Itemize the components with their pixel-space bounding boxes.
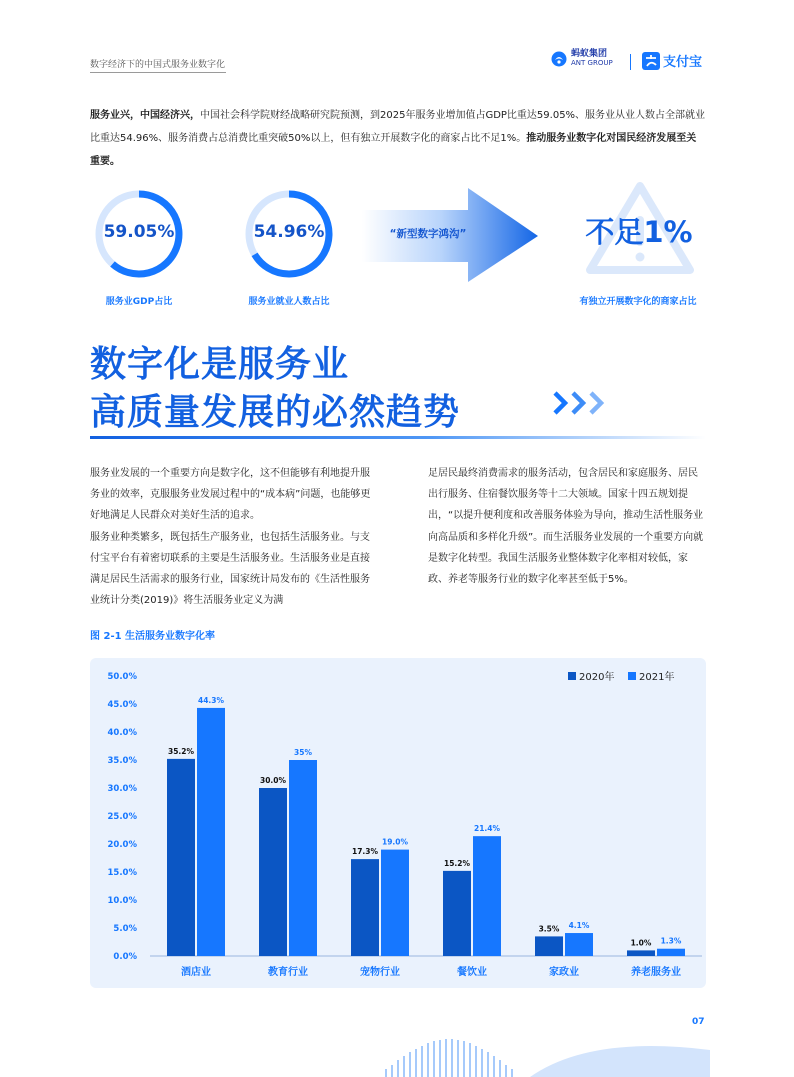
gdp-value: 59.05%: [103, 222, 175, 242]
header-divider: [90, 72, 226, 73]
alipay-icon: [642, 52, 660, 70]
data-label: 19.0%: [381, 837, 409, 847]
ant-logo-icon: [551, 51, 567, 67]
figure-caption: 图 2-1 生活服务业数字化率: [90, 631, 216, 642]
merchant-value: 不足1%: [585, 215, 693, 249]
y-tick-label: 20.0%: [107, 840, 137, 850]
data-label: 35%: [294, 748, 312, 757]
merchant-label: 有独立开展数字化的商家占比: [579, 297, 697, 307]
intro-tail: 推动服务业数字化对国民经济发展至关重要。: [90, 133, 697, 167]
bar: [657, 949, 685, 956]
body-left-column: [90, 463, 376, 611]
bar: [351, 859, 379, 956]
legend-label: 2020年: [579, 672, 615, 683]
employment-value: 54.96%: [253, 222, 325, 242]
bar-chart: [90, 658, 706, 988]
body-right-column: [428, 463, 706, 590]
x-tick-label: 餐饮业: [457, 967, 487, 978]
logo-separator: [630, 54, 631, 70]
data-label: 4.1%: [568, 921, 590, 931]
document-title: 数字经济下的中国式服务业数字化: [90, 60, 226, 70]
employment-label: 服务业就业人数占比: [248, 297, 330, 307]
x-tick-label: 宠物行业: [360, 967, 400, 978]
intro-text: 中国社会科学院财经战略研究院预测，到2025年服务业增加值占GDP比重达59.05%、服务业从业人数占全部就业比重达54.96%、服务消费占总消费比重突破50%以上，但有独立开展数字化的商家占比不足1%。: [90, 110, 706, 144]
body-paragraph: 服务业种类繁多，既包括生产服务业，也包括生活服务业。与支付宝平台有着密切联系的主要是生活服务业。生活服务业是直接满足居民生活需求的服务行业，国家统计局发布的《生活性服务业统计分类(2019)》将生活服务业定义为满: [90, 531, 370, 607]
legend-label: 2021年: [639, 672, 675, 683]
alipay-logo: [642, 51, 702, 70]
legend-swatch: [628, 672, 636, 680]
data-label: 17.3%: [351, 847, 379, 857]
y-tick-label: 30.0%: [107, 784, 137, 794]
bar: [535, 936, 563, 956]
section-title-line2: 高质量发展的必然趋势: [90, 392, 461, 433]
data-label: 30.0%: [259, 776, 287, 785]
section-title-line1: 数字化是服务业: [90, 344, 350, 385]
y-tick-label: 25.0%: [107, 812, 137, 822]
y-tick-label: 35.0%: [107, 756, 137, 766]
page-number: 07: [692, 1017, 705, 1027]
y-tick-label: 0.0%: [113, 952, 137, 962]
x-tick-label: 家政业: [549, 967, 579, 978]
bar: [167, 759, 195, 956]
bar: [381, 850, 409, 956]
y-tick-label: 15.0%: [107, 868, 137, 878]
y-tick-label: 10.0%: [107, 896, 137, 906]
x-tick-label: 教育行业: [268, 967, 308, 978]
alipay-logo-text: 支付宝: [663, 55, 703, 70]
data-label: 35.2%: [167, 746, 195, 756]
ant-logo-en: ANT GROUP: [571, 59, 613, 67]
intro-paragraph: [90, 104, 706, 173]
decorative-wave: [380, 1030, 710, 1077]
data-label: 44.3%: [197, 695, 225, 705]
bar: [627, 950, 655, 956]
intro-lead: 服务业兴，中国经济兴，: [90, 110, 200, 121]
triple-chevron-icon: [553, 390, 611, 416]
data-label: 3.5%: [538, 924, 560, 934]
digital-divide-label: “新型数字鸿沟”: [389, 228, 467, 240]
data-label: 1.3%: [660, 936, 682, 946]
bar: [259, 788, 287, 956]
y-tick-label: 40.0%: [107, 728, 137, 738]
data-label: 15.2%: [443, 858, 471, 868]
y-tick-label: 50.0%: [107, 672, 137, 682]
legend-swatch: [568, 672, 576, 680]
body-paragraph: 服务业发展的一个重要方向是数字化，这不但能够有利地提升服务业的效率，克服服务业发展过程中的“成本病”问题，也能够更好地满足人民群众对美好生活的追求。: [90, 468, 371, 522]
x-tick-label: 酒店业: [181, 967, 211, 978]
title-underline: [90, 436, 706, 439]
data-label: 1.0%: [630, 938, 652, 948]
gdp-label: 服务业GDP占比: [105, 297, 173, 307]
bar: [197, 708, 225, 956]
ant-group-logo: [551, 50, 613, 68]
bar: [289, 760, 317, 956]
y-tick-label: 5.0%: [113, 924, 137, 934]
x-tick-label: 养老服务业: [631, 967, 681, 978]
bar: [443, 871, 471, 956]
body-paragraph: 足居民最终消费需求的服务活动，包含居民和家庭服务、居民出行服务、住宿餐饮服务等十二大领域。国家十四五规划提出，“以提升便利度和改善服务体验为导向，推动生活性服务业向高品质和多样化升级”。而生活服务业发展的一个重要方向就是数字化转型。我国生活服务业整体数字化率相对较低，家政、养老等服务行业的数字化率甚至低于5%。: [428, 468, 704, 586]
data-label: 21.4%: [473, 824, 501, 834]
ant-logo-cn: 蚂蚁集团: [571, 49, 608, 59]
y-tick-label: 45.0%: [107, 700, 137, 710]
bar: [565, 933, 593, 956]
bar: [473, 836, 501, 956]
